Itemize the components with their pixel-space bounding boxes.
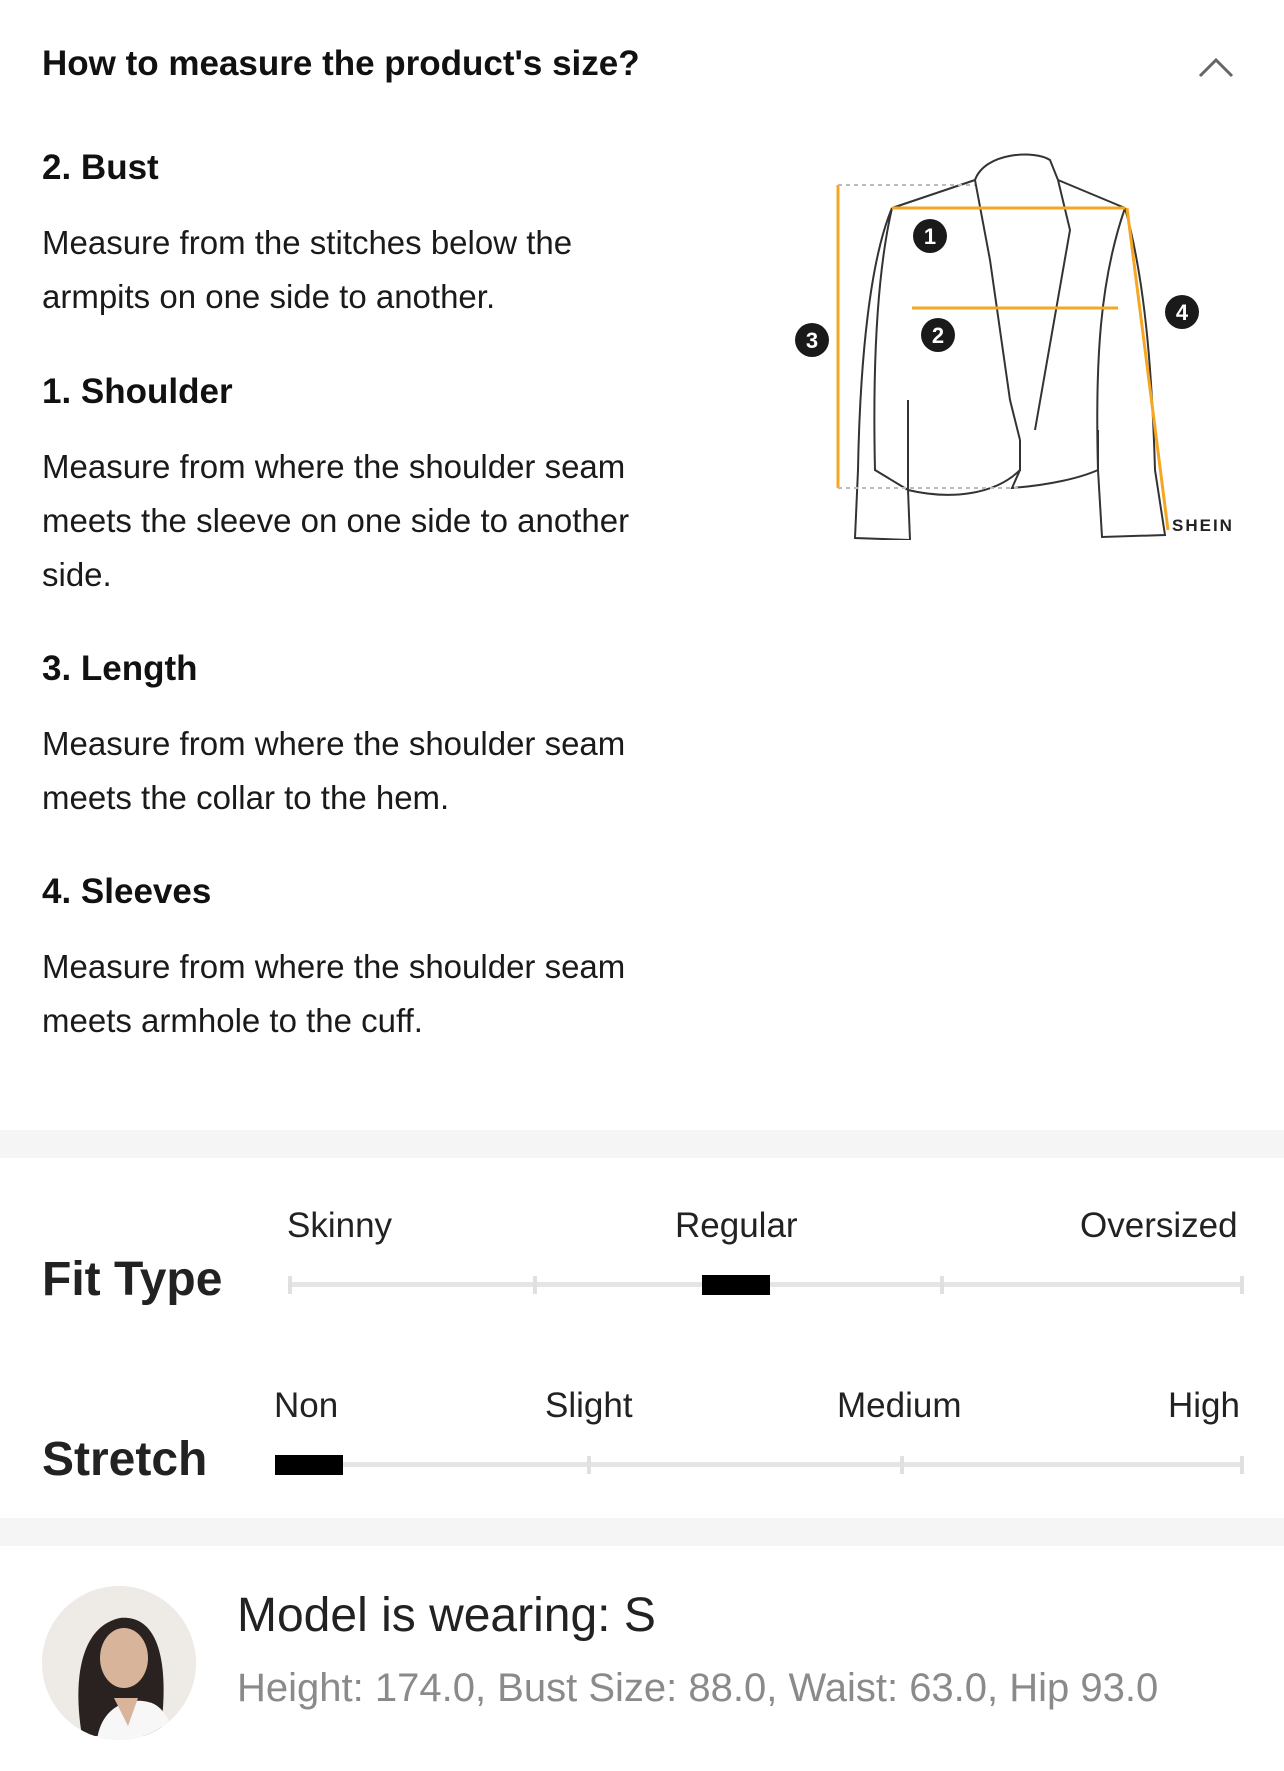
chevron-up-icon (1188, 46, 1244, 90)
measure-title-sleeves: 4. Sleeves (42, 872, 212, 911)
section-title: How to measure the product's size? (42, 44, 640, 83)
left-lapel (975, 180, 1020, 440)
fit-label-oversized: Oversized (1080, 1206, 1238, 1245)
measure-desc-length: Measure from where the shoulder seam meets the collar to the hem. (42, 725, 626, 816)
svg-text:4: 4 (1175, 300, 1189, 325)
marker-3 (795, 323, 829, 357)
measure-title-shoulder: 1. Shoulder (42, 372, 233, 411)
stretch-track (275, 1462, 1242, 1467)
model-photo-icon (42, 1586, 196, 1740)
right-shoulder (1058, 180, 1125, 208)
stretch-label-medium: Medium (837, 1386, 962, 1425)
measure-desc-sleeves: Measure from where the shoulder seam meets armhole to the cuff. (42, 948, 626, 1039)
svg-text:3: 3 (805, 328, 819, 353)
fit-type-indicator (702, 1275, 770, 1295)
model-avatar (42, 1586, 196, 1740)
stretch-title: Stretch (42, 1433, 208, 1486)
marker-2 (921, 318, 955, 352)
svg-text:1: 1 (923, 224, 937, 249)
stretch-label-non: Non (274, 1386, 339, 1425)
svg-text:2: 2 (931, 323, 945, 348)
sleeve-line (1127, 208, 1168, 530)
measure-desc-bust: Measure from the stitches below the armpits on one side to another. (42, 224, 573, 315)
stretch-indicator (275, 1455, 343, 1475)
measure-title-length: 3. Length (42, 649, 198, 688)
left-hem (908, 440, 1020, 495)
jacket-illustration (780, 140, 1260, 540)
right-sleeve (1097, 208, 1165, 537)
measure-title-bust: 2. Bust (42, 148, 159, 187)
size-diagram (780, 140, 1260, 540)
section-divider (0, 1518, 1284, 1546)
section-divider (0, 1130, 1284, 1158)
right-lapel (1035, 180, 1070, 430)
measure-desc-shoulder: Measure from where the shoulder seam meets the sleeve on one side to another side. (42, 448, 630, 593)
stretch-label-slight: Slight (545, 1386, 633, 1425)
stretch-label-high: High (1168, 1386, 1240, 1425)
collapse-button[interactable] (1188, 46, 1244, 90)
fit-label-regular: Regular (675, 1206, 798, 1245)
marker-1 (913, 219, 947, 253)
fit-type-title: Fit Type (42, 1253, 223, 1306)
fit-label-skinny: Skinny (287, 1206, 393, 1245)
collar-outline (975, 155, 1058, 180)
marker-4 (1165, 295, 1199, 329)
model-size-label: Model is wearing: S (237, 1589, 656, 1642)
model-measurements: Height: 174.0, Bust Size: 88.0, Waist: 63.0, Hip 93.0 (237, 1666, 1159, 1710)
brand-logo: SHEIN (1172, 516, 1234, 535)
right-hem (1012, 470, 1098, 488)
left-sleeve (855, 208, 910, 540)
